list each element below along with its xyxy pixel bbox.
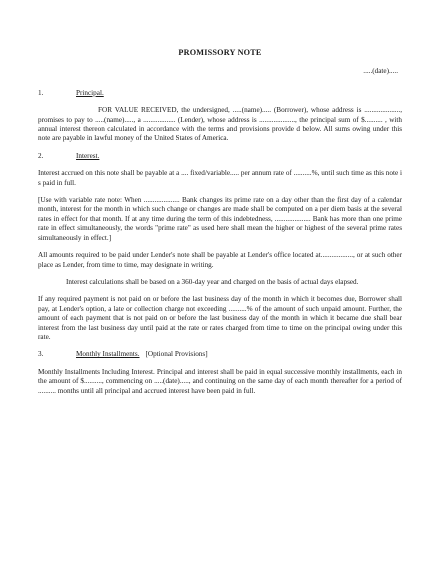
date-placeholder: .....(date).....: [363, 67, 398, 76]
section-optional-note: [Optional Provisions]: [145, 350, 208, 359]
section-number: 2.: [38, 151, 44, 160]
late-charge-paragraph: If any required payment is not paid on or before the last business day of the month in which it becomes due, Borrower shall pay, at Lender's option, a late or collection charge not exceeding ..........% of the amount of such unpaid amount. Further, the amount of each payment that is not paid on or before the last business day of the month in which it became due shall bear interest from the last business day until paid at the rate or rates charged from time to time on the principal owing under this rate.: [38, 295, 402, 341]
section-title: Principal.: [76, 88, 104, 97]
section-heading-principal: [38, 89, 402, 98]
section-heading-installments: [38, 350, 402, 359]
installments-paragraph: Monthly Installments Including Interest. Principal and interest shall be paid in equal successive monthly installments, each in the amount of $.........., commencing on .....(date)....., and continuing on the same day of each month thereafter for a period of .......... months until all principal and accrued interest have been paid in full.: [38, 367, 402, 395]
section-title: Monthly Installments.: [76, 350, 140, 359]
interest-calculation-paragraph: Interest calculations shall be based on a 360-day year and charged on the basis of actual days elapsed.: [66, 277, 359, 286]
principal-paragraph: FOR VALUE RECEIVED, the undersigned, .....(name)..... (Borrower), whose address is ...................., promises to pay to .....(name)....., a .................. (Lender), whose address is ...................., the principal sum of $.......... , with annual interest thereon calculated in accordance with the terms and provisions provide d below. All sums owing under this note are payable in lawful money of the United States of America.: [38, 106, 402, 143]
variable-rate-paragraph: [Use with variable rate note: When .................... Bank changes its prime rate on a day other than the first day of a calendar month, interest for the month in which such change or changes are made shall be computed on a per diem basis at the several rates in effect for that month. If at any time during the term of this indebtedness, .................... Bank has more than one prime rate in effect simultaneously, the words "prime rate" as used here shall mean the higher or highest of the several prime rates simultaneously in effect.]: [38, 196, 402, 242]
section-heading-interest: [38, 152, 402, 161]
interest-rate-paragraph: Interest accrued on this note shall be payable at a .... fixed/variable..... per annum rate of ..........%, until such time as this note i s paid in full.: [38, 169, 402, 187]
document-title: PROMISSORY NOTE: [178, 48, 262, 57]
section-number: 3.: [38, 350, 44, 359]
section-title: Interest.: [76, 151, 100, 160]
section-number: 1.: [38, 88, 44, 97]
payment-location-paragraph: All amounts required to be paid under Lender's note shall be payable at Lender's office located at.................., or at such other place as Lender, from time to time, may designate in writing.: [38, 251, 402, 269]
